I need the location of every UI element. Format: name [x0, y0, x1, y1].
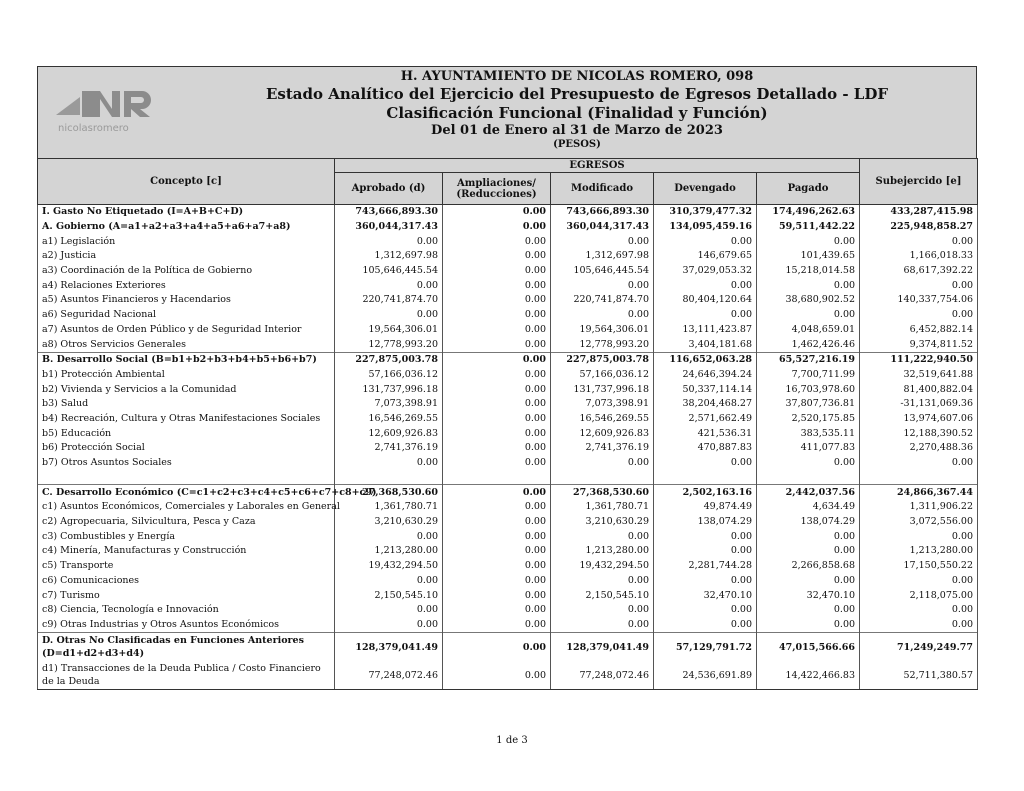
cell-pagado: 38,680,902.52	[757, 293, 860, 308]
cell-ampliaciones: 0.00	[443, 559, 551, 574]
cell-modificado: 1,312,697.98	[551, 249, 654, 264]
header-subejercido: Subejercido [e]	[860, 159, 978, 205]
cell-subejercido: 68,617,392.22	[860, 264, 978, 279]
row-concepto: c9) Otras Industrias y Otros Asuntos Económicos	[38, 618, 335, 633]
cell-devengado: 3,404,181.68	[654, 337, 757, 352]
row-concepto: c2) Agropecuaria, Silvicultura, Pesca y Caza	[38, 515, 335, 530]
cell-devengado: 0.00	[654, 603, 757, 618]
cell-subejercido: 0.00	[860, 278, 978, 293]
cell-devengado: 0.00	[654, 574, 757, 589]
cell-modificado: 1,361,780.71	[551, 500, 654, 515]
cell-devengado: 470,887.83	[654, 441, 757, 456]
cell-ampliaciones: 0.00	[443, 441, 551, 456]
cell-subejercido: 0.00	[860, 234, 978, 249]
cell-ampliaciones: 0.00	[443, 426, 551, 441]
cell-modificado: 131,737,996.18	[551, 382, 654, 397]
cell-subejercido: 2,270,488.36	[860, 441, 978, 456]
cell-pagado: 0.00	[757, 574, 860, 589]
report-title: Estado Analítico del Ejercicio del Presupuesto de Egresos Detallado - LDF	[265, 85, 889, 103]
cell-aprobado: 2,741,376.19	[335, 441, 443, 456]
cell-modificado: 2,150,545.10	[551, 588, 654, 603]
cell-aprobado: 2,150,545.10	[335, 588, 443, 603]
cell-ampliaciones: 0.00	[443, 588, 551, 603]
table-row	[38, 337, 978, 352]
table-row	[38, 249, 978, 264]
cell-devengado: 2,281,744.28	[654, 559, 757, 574]
row-concepto: b2) Vivienda y Servicios a la Comunidad	[38, 382, 335, 397]
cell-pagado: 7,700,711.99	[757, 368, 860, 383]
row-concepto: a4) Relaciones Exteriores	[38, 278, 335, 293]
report-header	[37, 66, 977, 158]
cell-modificado: 12,609,926.83	[551, 426, 654, 441]
table-row	[38, 412, 978, 427]
table-row	[38, 661, 978, 690]
table-row	[38, 205, 978, 220]
row-concepto: b5) Educación	[38, 426, 335, 441]
row-concepto: a3) Coordinación de la Política de Gobierno	[38, 264, 335, 279]
table-row	[38, 323, 978, 338]
cell-devengado: 421,536.31	[654, 426, 757, 441]
cell-aprobado: 0.00	[335, 456, 443, 471]
cell-modificado: 0.00	[551, 456, 654, 471]
cell-subejercido: 1,311,906.22	[860, 500, 978, 515]
cell-subejercido: 0.00	[860, 456, 978, 471]
cell-ampliaciones: 0.00	[443, 661, 551, 690]
cell-aprobado: 0.00	[335, 308, 443, 323]
cell-devengado: 2,502,163.16	[654, 485, 757, 500]
row-concepto: I. Gasto No Etiquetado (I=A+B+C+D)	[38, 205, 335, 220]
cell-pagado: 65,527,216.19	[757, 352, 860, 367]
cell-devengado: 0.00	[654, 456, 757, 471]
cell-pagado: 411,077.83	[757, 441, 860, 456]
table-row	[38, 574, 978, 589]
cell-devengado: 13,111,423.87	[654, 323, 757, 338]
cell-ampliaciones: 0.00	[443, 382, 551, 397]
municipality-logo	[46, 77, 176, 143]
row-concepto: a5) Asuntos Financieros y Hacendarios	[38, 293, 335, 308]
table-row	[38, 352, 978, 367]
cell-pagado: 4,634.49	[757, 500, 860, 515]
table-row	[38, 264, 978, 279]
cell-aprobado: 1,361,780.71	[335, 500, 443, 515]
cell-pagado: 2,442,037.56	[757, 485, 860, 500]
entity-title: H. AYUNTAMIENTO DE NICOLAS ROMERO, 098	[400, 69, 754, 84]
cell-pagado: 4,048,659.01	[757, 323, 860, 338]
cell-modificado: 128,379,041.49	[551, 633, 654, 662]
cell-ampliaciones: 0.00	[443, 603, 551, 618]
row-concepto: a8) Otros Servicios Generales	[38, 337, 335, 352]
cell-subejercido: 111,222,940.50	[860, 352, 978, 367]
cell-modificado: 0.00	[551, 234, 654, 249]
cell-aprobado: 0.00	[335, 234, 443, 249]
cell-ampliaciones: 0.00	[443, 544, 551, 559]
cell-aprobado: 0.00	[335, 574, 443, 589]
cell-aprobado: 12,609,926.83	[335, 426, 443, 441]
header-aprobado: Aprobado (d)	[335, 173, 443, 205]
cell-subejercido: 225,948,858.27	[860, 220, 978, 235]
cell-aprobado: 3,210,630.29	[335, 515, 443, 530]
table-row	[38, 456, 978, 471]
cell-ampliaciones: 0.00	[443, 368, 551, 383]
cell-aprobado: 0.00	[335, 618, 443, 633]
cell-modificado: 12,778,993.20	[551, 337, 654, 352]
table-row	[38, 633, 978, 662]
row-concepto: c5) Transporte	[38, 559, 335, 574]
cell-ampliaciones: 0.00	[443, 485, 551, 500]
cell-aprobado: 19,564,306.01	[335, 323, 443, 338]
cell-devengado: 0.00	[654, 234, 757, 249]
cell-aprobado: 1,213,280.00	[335, 544, 443, 559]
cell-subejercido: 1,213,280.00	[860, 544, 978, 559]
cell-subejercido: 71,249,249.77	[860, 633, 978, 662]
header-modificado: Modificado	[551, 173, 654, 205]
cell-ampliaciones: 0.00	[443, 633, 551, 662]
cell-devengado: 138,074.29	[654, 515, 757, 530]
cell-pagado: 101,439.65	[757, 249, 860, 264]
cell-devengado: 116,652,063.28	[654, 352, 757, 367]
cell-pagado: 0.00	[757, 529, 860, 544]
cell-modificado: 19,564,306.01	[551, 323, 654, 338]
cell-pagado: 174,496,262.63	[757, 205, 860, 220]
row-concepto: c8) Ciencia, Tecnología e Innovación	[38, 603, 335, 618]
row-concepto: B. Desarrollo Social (B=b1+b2+b3+b4+b5+b6+b7)	[38, 352, 335, 367]
row-concepto: c4) Minería, Manufacturas y Construcción	[38, 544, 335, 559]
row-concepto: c1) Asuntos Económicos, Comerciales y Laborales en General	[38, 500, 335, 515]
cell-devengado: 0.00	[654, 544, 757, 559]
table-row	[38, 220, 978, 235]
row-concepto: b3) Salud	[38, 397, 335, 412]
table-row	[38, 234, 978, 249]
cell-aprobado: 0.00	[335, 603, 443, 618]
currency-note: (PESOS)	[553, 139, 601, 150]
row-concepto: a2) Justicia	[38, 249, 335, 264]
row-concepto: c3) Combustibles y Energía	[38, 529, 335, 544]
cell-subejercido: 0.00	[860, 308, 978, 323]
cell-pagado: 0.00	[757, 234, 860, 249]
cell-ampliaciones: 0.00	[443, 397, 551, 412]
cell-aprobado: 227,875,003.78	[335, 352, 443, 367]
cell-aprobado: 12,778,993.20	[335, 337, 443, 352]
cell-modificado: 3,210,630.29	[551, 515, 654, 530]
cell-modificado: 360,044,317.43	[551, 220, 654, 235]
table-row	[38, 544, 978, 559]
cell-aprobado: 1,312,697.98	[335, 249, 443, 264]
cell-ampliaciones: 0.00	[443, 574, 551, 589]
cell-subejercido: 24,866,367.44	[860, 485, 978, 500]
cell-devengado: 0.00	[654, 308, 757, 323]
cell-subejercido: 0.00	[860, 618, 978, 633]
cell-ampliaciones: 0.00	[443, 220, 551, 235]
cell-aprobado: 19,432,294.50	[335, 559, 443, 574]
cell-subejercido: 0.00	[860, 574, 978, 589]
cell-subejercido: 81,400,882.04	[860, 382, 978, 397]
cell-aprobado: 0.00	[335, 529, 443, 544]
row-concepto: a6) Seguridad Nacional	[38, 308, 335, 323]
cell-subejercido: 17,150,550.22	[860, 559, 978, 574]
cell-modificado: 27,368,530.60	[551, 485, 654, 500]
cell-devengado: 24,646,394.24	[654, 368, 757, 383]
cell-modificado: 16,546,269.55	[551, 412, 654, 427]
cell-devengado: 80,404,120.64	[654, 293, 757, 308]
cell-devengado: 2,571,662.49	[654, 412, 757, 427]
cell-devengado: 50,337,114.14	[654, 382, 757, 397]
cell-modificado: 0.00	[551, 529, 654, 544]
table-row	[38, 588, 978, 603]
cell-pagado: 1,462,426.46	[757, 337, 860, 352]
report-sheet	[37, 66, 977, 690]
row-concepto: c7) Turismo	[38, 588, 335, 603]
cell-pagado: 138,074.29	[757, 515, 860, 530]
table-row	[38, 308, 978, 323]
cell-pagado: 2,520,175.85	[757, 412, 860, 427]
cell-subejercido: 433,287,415.98	[860, 205, 978, 220]
cell-subejercido: 12,188,390.52	[860, 426, 978, 441]
table-row	[38, 500, 978, 515]
row-concepto: b4) Recreación, Cultura y Otras Manifestaciones Sociales	[38, 412, 335, 427]
table-row	[38, 278, 978, 293]
cell-subejercido: 52,711,380.57	[860, 661, 978, 690]
cell-subejercido: 6,452,882.14	[860, 323, 978, 338]
cell-aprobado: 128,379,041.49	[335, 633, 443, 662]
cell-modificado: 0.00	[551, 278, 654, 293]
cell-modificado: 0.00	[551, 618, 654, 633]
cell-subejercido: 2,118,075.00	[860, 588, 978, 603]
cell-aprobado: 0.00	[335, 278, 443, 293]
cell-pagado: 0.00	[757, 603, 860, 618]
header-devengado: Devengado	[654, 173, 757, 205]
header-concepto: Concepto [c]	[38, 159, 335, 205]
spacer-row	[38, 470, 978, 485]
cell-devengado: 134,095,459.16	[654, 220, 757, 235]
cell-subejercido: 3,072,556.00	[860, 515, 978, 530]
cell-pagado: 16,703,978.60	[757, 382, 860, 397]
cell-devengado: 57,129,791.72	[654, 633, 757, 662]
cell-devengado: 0.00	[654, 278, 757, 293]
cell-modificado: 19,432,294.50	[551, 559, 654, 574]
table-body	[38, 205, 978, 690]
cell-ampliaciones: 0.00	[443, 500, 551, 515]
cell-ampliaciones: 0.00	[443, 456, 551, 471]
cell-subejercido: 32,519,641.88	[860, 368, 978, 383]
cell-devengado: 146,679.65	[654, 249, 757, 264]
row-concepto: b7) Otros Asuntos Sociales	[38, 456, 335, 471]
cell-aprobado: 360,044,317.43	[335, 220, 443, 235]
cell-modificado: 0.00	[551, 603, 654, 618]
cell-modificado: 2,741,376.19	[551, 441, 654, 456]
cell-ampliaciones: 0.00	[443, 323, 551, 338]
cell-modificado: 0.00	[551, 308, 654, 323]
cell-devengado: 49,874.49	[654, 500, 757, 515]
cell-pagado: 0.00	[757, 308, 860, 323]
cell-ampliaciones: 0.00	[443, 234, 551, 249]
cell-subejercido: 0.00	[860, 603, 978, 618]
row-concepto: b1) Protección Ambiental	[38, 368, 335, 383]
cell-pagado: 15,218,014.58	[757, 264, 860, 279]
cell-ampliaciones: 0.00	[443, 293, 551, 308]
report-titles	[188, 69, 966, 151]
cell-subejercido: 1,166,018.33	[860, 249, 978, 264]
row-concepto: b6) Protección Social	[38, 441, 335, 456]
cell-aprobado: 16,546,269.55	[335, 412, 443, 427]
cell-devengado: 0.00	[654, 618, 757, 633]
cell-aprobado: 77,248,072.46	[335, 661, 443, 690]
cell-subejercido: 140,337,754.06	[860, 293, 978, 308]
cell-modificado: 220,741,874.70	[551, 293, 654, 308]
cell-subejercido: 0.00	[860, 529, 978, 544]
row-concepto: A. Gobierno (A=a1+a2+a3+a4+a5+a6+a7+a8)	[38, 220, 335, 235]
table-row	[38, 382, 978, 397]
svg-text:nicolasromero: nicolasromero	[58, 123, 129, 134]
header-egresos: EGRESOS	[335, 159, 860, 173]
header-ampliaciones: Ampliaciones/ (Reducciones)	[443, 173, 551, 205]
cell-pagado: 37,807,736.81	[757, 397, 860, 412]
cell-pagado: 0.00	[757, 278, 860, 293]
row-concepto: d1) Transacciones de la Deuda Publica / Costo Financiero de la Deuda	[38, 661, 335, 690]
period-title: Del 01 de Enero al 31 de Marzo de 2023	[431, 123, 723, 138]
table-row	[38, 515, 978, 530]
header-pagado: Pagado	[757, 173, 860, 205]
cell-subejercido: 13,974,607.06	[860, 412, 978, 427]
cell-pagado: 47,015,566.66	[757, 633, 860, 662]
cell-modificado: 0.00	[551, 574, 654, 589]
cell-aprobado: 131,737,996.18	[335, 382, 443, 397]
cell-aprobado: 220,741,874.70	[335, 293, 443, 308]
cell-ampliaciones: 0.00	[443, 337, 551, 352]
cell-devengado: 37,029,053.32	[654, 264, 757, 279]
cell-aprobado: 743,666,893.30	[335, 205, 443, 220]
cell-ampliaciones: 0.00	[443, 515, 551, 530]
cell-pagado: 383,535.11	[757, 426, 860, 441]
table-row	[38, 397, 978, 412]
budget-table	[37, 158, 978, 690]
cell-aprobado: 57,166,036.12	[335, 368, 443, 383]
cell-subejercido: -31,131,069.36	[860, 397, 978, 412]
table-row	[38, 293, 978, 308]
cell-ampliaciones: 0.00	[443, 249, 551, 264]
cell-aprobado: 7,073,398.91	[335, 397, 443, 412]
table-row	[38, 426, 978, 441]
table-row	[38, 441, 978, 456]
cell-ampliaciones: 0.00	[443, 529, 551, 544]
table-row	[38, 559, 978, 574]
cell-pagado: 0.00	[757, 618, 860, 633]
cell-ampliaciones: 0.00	[443, 264, 551, 279]
cell-ampliaciones: 0.00	[443, 278, 551, 293]
cell-ampliaciones: 0.00	[443, 412, 551, 427]
row-concepto: C. Desarrollo Económico (C=c1+c2+c3+c4+c5+c6+c7+c8+c9)	[38, 485, 335, 500]
cell-modificado: 77,248,072.46	[551, 661, 654, 690]
table-row	[38, 529, 978, 544]
cell-modificado: 57,166,036.12	[551, 368, 654, 383]
cell-subejercido: 9,374,811.52	[860, 337, 978, 352]
cell-modificado: 743,666,893.30	[551, 205, 654, 220]
cell-ampliaciones: 0.00	[443, 205, 551, 220]
cell-pagado: 32,470.10	[757, 588, 860, 603]
cell-devengado: 32,470.10	[654, 588, 757, 603]
cell-ampliaciones: 0.00	[443, 352, 551, 367]
cell-pagado: 14,422,466.83	[757, 661, 860, 690]
cell-modificado: 7,073,398.91	[551, 397, 654, 412]
cell-ampliaciones: 0.00	[443, 618, 551, 633]
cell-devengado: 38,204,468.27	[654, 397, 757, 412]
cell-aprobado: 105,646,445.54	[335, 264, 443, 279]
cell-pagado: 59,511,442.22	[757, 220, 860, 235]
cell-aprobado: 27,368,530.60	[335, 485, 443, 500]
row-concepto: c6) Comunicaciones	[38, 574, 335, 589]
row-concepto: D. Otras No Clasificadas en Funciones Anteriores (D=d1+d2+d3+d4)	[38, 633, 335, 662]
classification-title: Clasificación Funcional (Finalidad y Función)	[386, 104, 768, 122]
cell-ampliaciones: 0.00	[443, 308, 551, 323]
table-row	[38, 485, 978, 500]
cell-pagado: 0.00	[757, 544, 860, 559]
row-concepto: a7) Asuntos de Orden Público y de Seguridad Interior	[38, 323, 335, 338]
cell-pagado: 2,266,858.68	[757, 559, 860, 574]
table-row	[38, 368, 978, 383]
cell-pagado: 0.00	[757, 456, 860, 471]
cell-devengado: 310,379,477.32	[654, 205, 757, 220]
cell-devengado: 24,536,691.89	[654, 661, 757, 690]
table-row	[38, 603, 978, 618]
table-row	[38, 618, 978, 633]
cell-devengado: 0.00	[654, 529, 757, 544]
cell-modificado: 1,213,280.00	[551, 544, 654, 559]
row-concepto: a1) Legislación	[38, 234, 335, 249]
page-number: 1 de 3	[496, 735, 528, 746]
cell-modificado: 105,646,445.54	[551, 264, 654, 279]
cell-modificado: 227,875,003.78	[551, 352, 654, 367]
